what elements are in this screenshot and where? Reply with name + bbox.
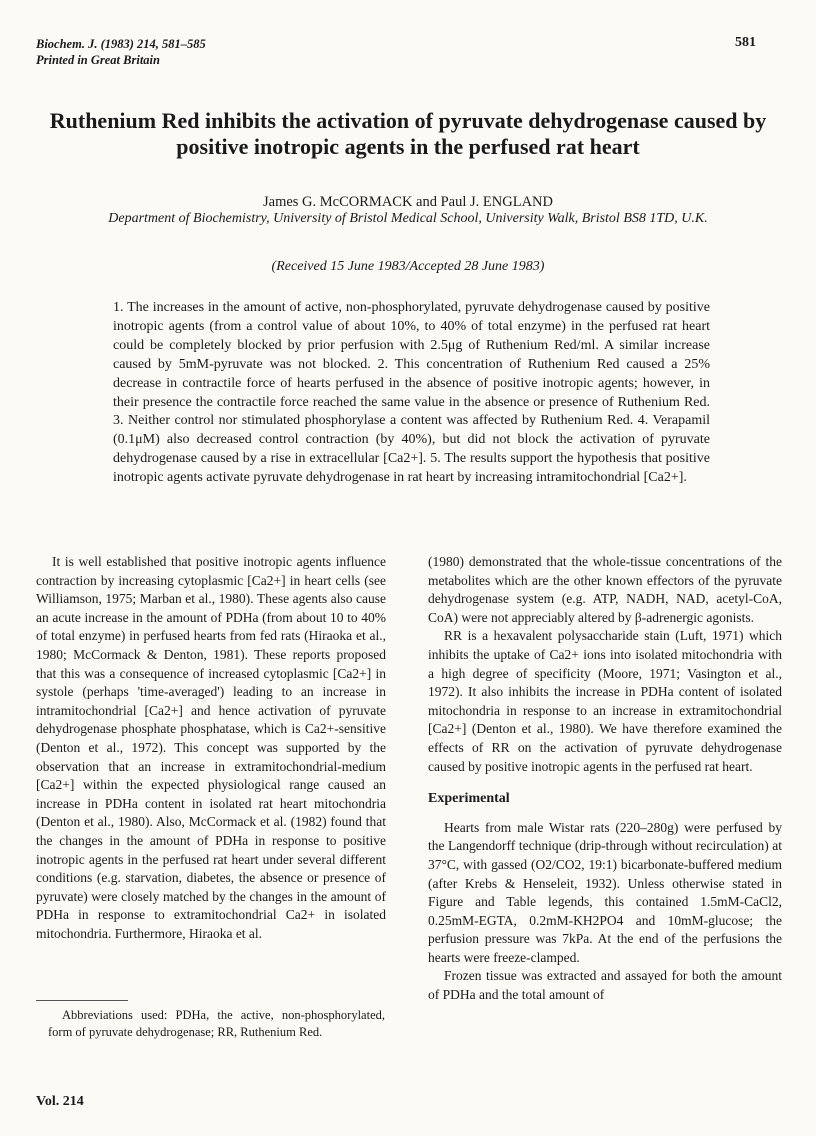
authors: James G. McCORMACK and Paul J. ENGLAND bbox=[263, 194, 553, 210]
title-line-2: positive inotropic agents in the perfused rat heart bbox=[176, 134, 640, 159]
journal-header bbox=[36, 36, 206, 68]
rr-paragraph: RR is a hexavalent polysaccharide stain (Luft, 1971) which inhibits the uptake of Ca2+ ions into isolated mitochondria with a high degree of specificity (Moore, 1971; Vasington et al., 1972). It also inhibits the increase in PDHa content of isolated mitochondria in response to an increase in extramitochondrial [Ca2+] (Denton et al., 1980). We have therefore examined the effects of RR on the activation of pyruvate dehydrogenase caused by positive inotropic agents in the perfused rat heart. bbox=[428, 628, 782, 774]
volume-footer: Vol. 214 bbox=[36, 1094, 84, 1109]
section-heading-experimental: Experimental bbox=[428, 791, 510, 807]
right-column bbox=[428, 553, 782, 1005]
left-column bbox=[36, 553, 386, 943]
article-title bbox=[30, 108, 786, 160]
printed-in: Printed in Great Britain bbox=[36, 53, 160, 67]
footnote-rule bbox=[36, 1000, 128, 1001]
abstract-point-4: 4. Verapamil (0.1μM) also decreased control contraction (by 40%), but did not block the activation of pyruvate dehydrogenase caused by a rise in extracellular [Ca2+]. bbox=[113, 413, 711, 467]
abstract bbox=[113, 299, 710, 488]
title-line-1: Ruthenium Red inhibits the activation of pyruvate dehydrogenase caused by bbox=[49, 108, 767, 133]
methods-paragraph: Hearts from male Wistar rats (220–280g) were perfused by the Langendorff technique (drip-through without recirculation) at 37°C, with gassed (O2/CO2, 19:1) bicarbonate-buffered medium (after Krebs & Henseleit, 1932). Unless otherwise stated in Figure and Table legends, this contained 1.5mM-CaCl2, 0.25mM-EGTA, 0.2mM-KH2PO4 and 10mM-glucose; the perfusion pressure was 7kPa. At the end of the perfusions the hearts were freeze-clamped. bbox=[428, 819, 782, 965]
abstract-point-3: 3. Neither control nor stimulated phosphorylase a content was affected by Ruthenium Red. bbox=[113, 413, 634, 429]
intro-paragraph: It is well established that positive inotropic agents influence contraction by increasing cytoplasmic [Ca2+] in heart cells (see Williamson, 1975; Marban et al., 1980). These agents also cause an acute increase in the amount of PDHa (from about 10 to 40% of total enzyme) in perfused hearts from fed rats (Hiraoka et al., 1980; McCormack & Denton, 1981). These reports proposed that this was a consequence of increased cytoplasmic [Ca2+] in systole (perhaps 'time-averaged') leading to an increase in intramitochondrial [Ca2+] and hence activation of pyruvate dehydrogenase phosphate phosphatase, which is Ca2+-sensitive (Denton et al., 1972). This concept was supported by the observation that an increase in extramitochondrial-medium [Ca2+] within the expected physiological range caused an increase in PDHa content in isolated rat heart mitochondria (Denton et al., 1980). Also, McCormack et al. (1982) found that the changes in the amount of PDHa in response to positive inotropic agents in the perfused rat heart under several different conditions (e.g. starvation, diabetes, the absence or presence of pyruvate) were closely matched by the changes in the amount of PDHa in response to extramitochondrial Ca2+ in isolated mitochondria. Furthermore, Hiraoka et al. bbox=[36, 554, 386, 941]
assay-paragraph: Frozen tissue was extracted and assayed for both the amount of PDHa and the total amount of bbox=[428, 968, 782, 1003]
received-dates: (Received 15 June 1983/Accepted 28 June 1983) bbox=[271, 259, 545, 274]
abbreviations-footnote: Abbreviations used: PDHa, the active, non-phosphorylated, form of pyruvate dehydrogenase; RR, Ruthenium Red. bbox=[48, 1008, 385, 1039]
abstract-point-5: 5. The results support the hypothesis that positive inotropic agents activate pyruvate dehydrogenase in rat heart by increasing intramitochondrial [Ca2+]. bbox=[113, 451, 710, 486]
page-number: 581 bbox=[735, 35, 756, 50]
affiliation: Department of Biochemistry, University of Bristol Medical School, University Walk, Bristol BS8 1TD, U.K. bbox=[108, 211, 708, 226]
abstract-point-1: 1. The increases in the amount of active, non-phosphorylated, pyruvate dehydrogenase caused by positive inotropic agents (from a control value of about 10%, to 40% of total enzyme) in the perfused rat heart could be completely blocked by prior perfusion with 2.5μg of Ruthenium Red/ml. A similar increase caused by 5mM-pyruvate was not blocked. bbox=[113, 300, 710, 372]
abstract-point-2: 2. This concentration of Ruthenium Red caused a 25% decrease in contractile force of hearts perfused in the absence of positive inotropic agents; however, in their presence the contractile force reached the same value in the absence or presence of Ruthenium Red. bbox=[113, 356, 710, 410]
intro-continuation: (1980) demonstrated that the whole-tissue concentrations of the metabolites which are the other known effectors of the pyruvate dehydrogenase system (e.g. ATP, NADH, NAD, acetyl-CoA, CoA) were not appreciably altered by β-adrenergic agonists. bbox=[428, 554, 782, 625]
journal-citation: Biochem. J. (1983) 214, 581–585 bbox=[36, 37, 206, 51]
